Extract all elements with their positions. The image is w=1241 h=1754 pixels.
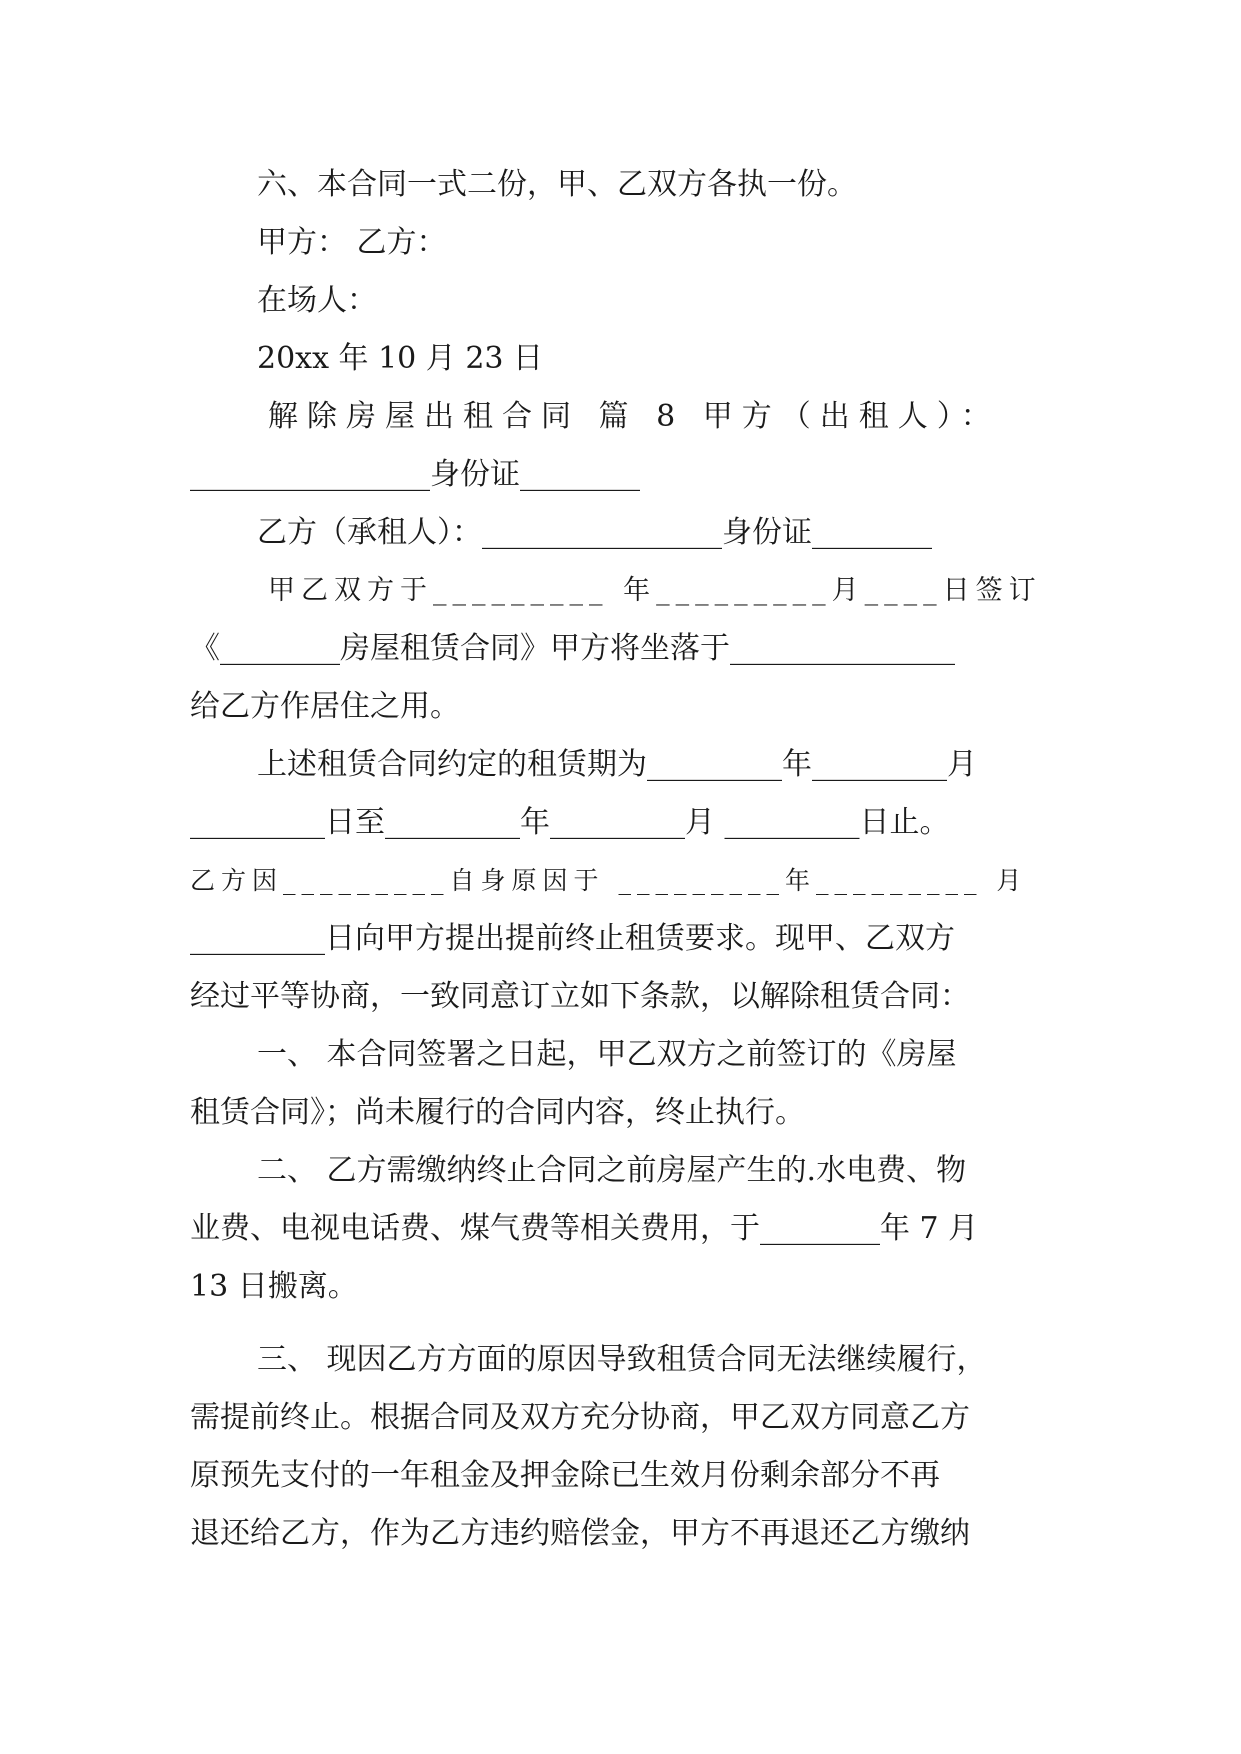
party-a-id: ________________身份证________: [190, 457, 640, 492]
usage-line: 给乙方作居住之用。: [190, 689, 460, 724]
signature-parties: 甲方： 乙方：: [257, 225, 447, 260]
section-title: 解除房屋出租合同 篇 8 甲方（出租人）：: [268, 399, 1000, 434]
agreement-line: 经过平等协商，一致同意订立如下条款，以解除租赁合同：: [190, 979, 970, 1014]
lease-period-line-1: 上述租赁合同约定的租赁期为_________年_________月: [257, 747, 977, 782]
clause-two-line-3: 13 日搬离。: [190, 1269, 358, 1304]
witness-line: 在场人：: [257, 283, 377, 318]
termination-reason-line-1: 乙方因_________自身原因于 _________年_________ 月: [190, 866, 1028, 895]
lease-period-line-2: _________日至_________年_________月 _________日止。: [190, 805, 950, 840]
clause-two-line-2: 业费、电视电话费、煤气费等相关费用，于________年 7 月: [190, 1211, 979, 1246]
clause-two-line-1: 二、 乙方需缴纳终止合同之前房屋产生的.水电费、物: [257, 1153, 967, 1188]
signing-date-line: 甲乙双方于_________ 年_________月____日签订: [268, 575, 1042, 606]
clause-three-line-2: 需提前终止。根据合同及双方充分协商，甲乙双方同意乙方: [190, 1400, 970, 1435]
clause-one-line-2: 租赁合同》；尚未履行的合同内容，终止执行。: [190, 1095, 805, 1130]
clause-six: 六、本合同一式二份，甲、乙双方各执一份。: [257, 167, 857, 202]
termination-reason-line-2: _________日向甲方提出提前终止租赁要求。现甲、乙双方: [190, 921, 955, 956]
party-b-line: 乙方（承租人）：________________身份证________: [257, 515, 932, 550]
date-line: 20xx 年 10 月 23 日: [257, 341, 544, 376]
clause-three-line-3: 原预先支付的一年租金及押金除已生效月份剩余部分不再: [190, 1458, 940, 1493]
clause-three-line-4: 退还给乙方，作为乙方违约赔偿金，甲方不再退还乙方缴纳: [190, 1516, 970, 1551]
clause-three-line-1: 三、 现因乙方方面的原因导致租赁合同无法继续履行，: [257, 1342, 987, 1377]
clause-one-line-1: 一、 本合同签署之日起，甲乙双方之前签订的《房屋: [257, 1037, 957, 1072]
contract-name-line: 《________房屋租赁合同》甲方将坐落于_______________: [190, 631, 955, 666]
